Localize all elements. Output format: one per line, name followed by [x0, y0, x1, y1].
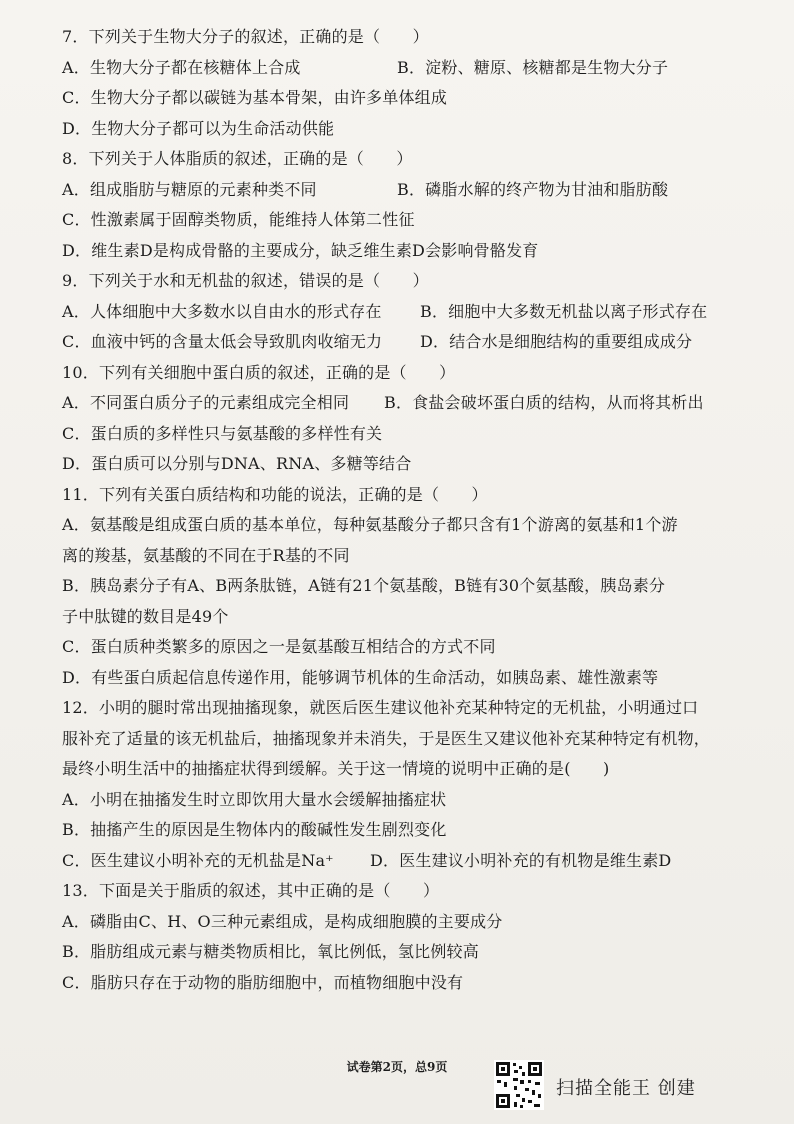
option-continued: 离的羧基，氨基酸的不同在于R基的不同: [62, 545, 350, 565]
option: A．组成脂肪与糖原的元素种类不同: [62, 179, 317, 199]
option-row: [62, 327, 762, 358]
option: B．食盐会破坏蛋白质的结构，从而将其析出: [384, 393, 704, 412]
option: A．生物大分子都在核糖体上合成: [62, 57, 301, 77]
option: D．蛋白质可以分别与DNA、RNA、多糖等结合: [62, 454, 412, 473]
option: D．有些蛋白质起信息传递作用，能够调节机体的生命活动，如胰岛素、雄性激素等: [62, 667, 659, 687]
option: C．生物大分子都以碳链为基本骨架，由许多单体组成: [62, 88, 448, 107]
question-stem: 11．下列有关蛋白质结构和功能的说法，正确的是（ ）: [62, 484, 488, 504]
option: A．人体细胞中大多数水以自由水的形式存在: [62, 301, 382, 321]
page-footer: 试卷第2页，总9页: [346, 1060, 448, 1074]
option-row: [62, 388, 762, 419]
option: A．氨基酸是组成蛋白质的基本单位，每种氨基酸分子都只含有1个游离的氨基和1个游: [62, 515, 678, 534]
option: B．抽搐产生的原因是生物体内的酸碱性发生剧烈变化: [62, 820, 447, 839]
option: B．胰岛素分子有A、B两条肽链，A链有21个氨基酸，B链有30个氨基酸，胰岛素分: [62, 576, 666, 595]
option: A．不同蛋白质分子的元素组成完全相同: [62, 393, 350, 412]
option: C．医生建议小明补充的无机盐是Na⁺: [62, 850, 334, 870]
option: C．血液中钙的含量太低会导致肌肉收缩无力: [62, 332, 383, 351]
option: D．生物大分子都可以为生命活动供能: [62, 118, 335, 138]
option: C．蛋白质种类繁多的原因之一是氨基酸互相结合的方式不同: [62, 637, 496, 656]
app-watermark: 扫描全能王 创建: [556, 1078, 696, 1099]
option: D．结合水是细胞结构的重要组成成分: [420, 332, 693, 351]
question-stem: 最终小明生活中的抽搐症状得到缓解。关于这一情境的说明中正确的是( ): [62, 759, 610, 778]
question-stem: 服补充了适量的该无机盐后，抽搐现象并未消失，于是医生又建议他补充某种特定有机物，: [62, 728, 711, 748]
option-row: [62, 53, 762, 84]
option: D．医生建议小明补充的有机物是维生素D: [370, 850, 672, 870]
question-stem: 7．下列关于生物大分子的叙述，正确的是（ ）: [62, 27, 429, 46]
question-stem: 13．下面是关于脂质的叙述，其中正确的是（ ）: [62, 881, 440, 900]
option: B．细胞中大多数无机盐以离子形式存在: [420, 301, 708, 321]
qr-code-icon: [494, 1060, 544, 1110]
option: B．淀粉、糖原、核糖都是生物大分子: [397, 57, 669, 77]
option-row: [62, 297, 762, 328]
option: A．小明在抽搐发生时立即饮用大量水会缓解抽搐症状: [62, 789, 447, 809]
option: C．蛋白质的多样性只与氨基酸的多样性有关: [62, 423, 383, 443]
option: C．性激素属于固醇类物质，能维持人体第二性征: [62, 210, 415, 229]
option: B．脂肪组成元素与糖类物质相比，氧比例低，氢比例较高: [62, 942, 479, 961]
question-stem: 12．小明的腿时常出现抽搐现象，就医后医生建议他补充某种特定的无机盐，小明通过口: [62, 698, 699, 717]
option-row: [62, 846, 762, 877]
option: B．磷脂水解的终产物为甘油和脂肪酸: [397, 179, 669, 199]
question-stem: 8．下列关于人体脂质的叙述，正确的是（ ）: [62, 149, 413, 168]
option: D．维生素D是构成骨骼的主要成分，缺乏维生素D会影响骨骼发育: [62, 240, 539, 260]
question-list: [62, 22, 762, 998]
question-stem: 9．下列关于水和无机盐的叙述，错误的是（ ）: [62, 271, 429, 290]
question-stem: 10．下列有关细胞中蛋白质的叙述，正确的是（ ）: [62, 362, 456, 382]
option-row: [62, 175, 762, 206]
option: A．磷脂由C、H、O三种元素组成，是构成细胞膜的主要成分: [62, 911, 503, 931]
option-continued: 子中肽键的数目是49个: [62, 606, 229, 626]
option: C．脂肪只存在于动物的脂肪细胞中，而植物细胞中没有: [62, 972, 464, 992]
